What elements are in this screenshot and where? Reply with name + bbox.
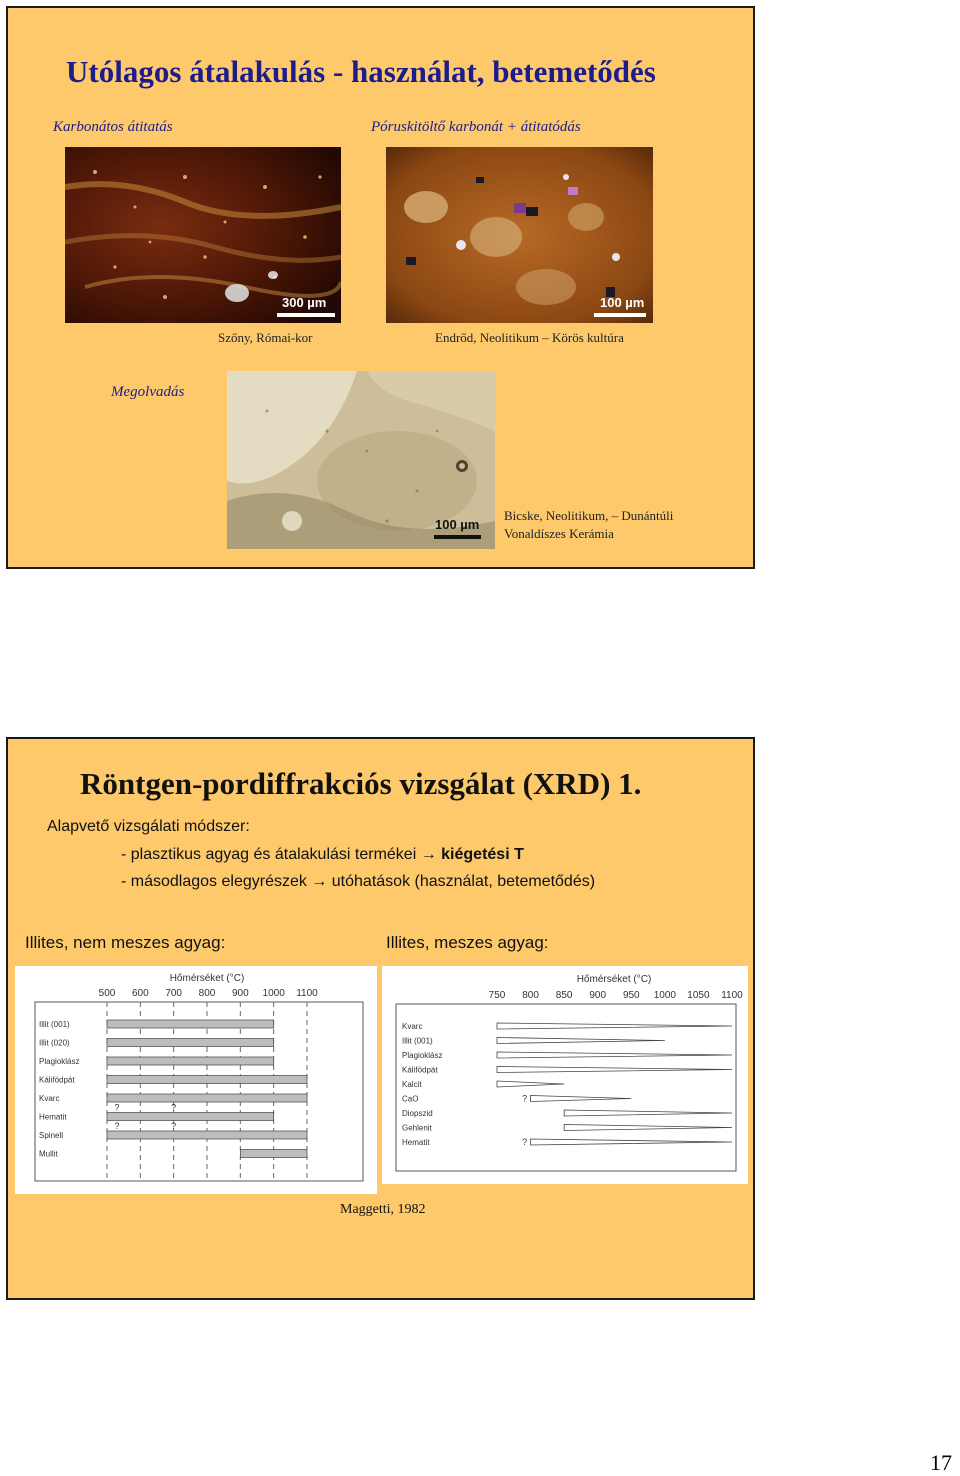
row-label: Plagioklász	[402, 1051, 443, 1060]
bullet-2-text: - másodlagos elegyrészek	[121, 873, 307, 890]
phase-wedge	[497, 1067, 732, 1073]
phase-bar	[240, 1150, 307, 1158]
scale-bar	[434, 535, 481, 539]
phase-wedge	[531, 1096, 632, 1102]
arrow-icon: →	[311, 873, 328, 890]
scale-label-100: 100 µm	[600, 295, 645, 310]
unknown-mark: ?	[114, 1102, 120, 1113]
phase-bar	[107, 1113, 274, 1121]
bullet-1-bold: kiégetési T	[441, 846, 524, 863]
row-label: Mullit	[39, 1149, 58, 1159]
scale-bar	[277, 313, 335, 317]
phase-wedge	[497, 1038, 665, 1044]
source-citation: Maggetti, 1982	[340, 1202, 426, 1217]
phase-wedge	[497, 1081, 564, 1087]
xrd-chart-calcareous	[382, 966, 748, 1184]
tick-label: 600	[131, 988, 149, 999]
unknown-mark: ?	[114, 1121, 120, 1131]
row-label: Hematit	[39, 1112, 67, 1122]
row-label: Diopszid	[402, 1109, 433, 1118]
slide-title: Utólagos átalakulás - használat, betemetődés	[66, 54, 656, 89]
tick-label: 1050	[687, 990, 710, 1001]
phase-wedge	[531, 1139, 732, 1145]
unknown-mark: ?	[522, 1093, 528, 1104]
row-label: Spinell	[39, 1131, 64, 1140]
row-label: Illit (001)	[402, 1036, 433, 1046]
intro-text: Alapvető vizsgálati módszer:	[47, 818, 250, 835]
slide-carbonate	[6, 6, 755, 569]
row-label: Kálifödpát	[402, 1065, 438, 1075]
slide-xrd	[6, 737, 755, 1300]
heading-non-calcareous: Illites, nem meszes agyag:	[25, 933, 226, 952]
heading-calcareous: Illites, meszes agyag:	[386, 933, 549, 952]
chart-title: Hőmérséket (°C)	[169, 973, 245, 984]
row-label: Hematit	[402, 1138, 430, 1147]
scale-label-100: 100 µm	[435, 517, 480, 532]
unknown-mark: ?	[171, 1102, 177, 1113]
phase-bar	[107, 1057, 274, 1065]
page-number: 17	[930, 1450, 952, 1475]
caption-endrod: Endrőd, Neolitikum – Körös kultúra	[435, 330, 624, 345]
chart-title: Hőmérséket (°C)	[576, 974, 652, 985]
arrow-icon: →	[420, 846, 437, 863]
bullet-2-rest: utóhatások (használat, betemetődés)	[331, 873, 596, 890]
tick-label: 900	[589, 990, 607, 1001]
caption-szony: Szőny, Római-kor	[218, 330, 313, 345]
row-label: Kvarc	[402, 1022, 423, 1031]
bullet-1-text: - plasztikus agyag és átalakulási termékei	[121, 846, 417, 863]
unknown-mark: ?	[171, 1121, 177, 1131]
scale-label-300: 300 µm	[282, 295, 327, 310]
caption-bicske-line2: Vonaldíszes Kerámia	[504, 526, 614, 541]
row-label: Illit (020)	[39, 1038, 70, 1048]
phase-bar	[107, 1020, 274, 1028]
xrd-chart-calcareous-svg	[382, 966, 748, 1184]
bullet-2	[121, 873, 595, 891]
tick-label: 1000	[653, 990, 676, 1001]
tick-label: 1100	[721, 990, 743, 1001]
label-melting: Megolvadás	[111, 384, 185, 400]
label-pore-filling-carbonate: Póruskitöltő karbonát + átitatódás	[371, 119, 581, 135]
xrd-chart-non-calcareous	[15, 966, 377, 1194]
tick-label: 1100	[296, 988, 318, 999]
micrograph-endrod	[386, 147, 653, 323]
micrograph-bicske	[227, 371, 495, 549]
tick-label: 750	[488, 990, 506, 1001]
tick-label: 800	[522, 990, 539, 1001]
row-label: Kvarc	[39, 1094, 60, 1103]
row-label: Kálifödpát	[39, 1075, 75, 1085]
xrd-chart-non-calcareous-svg	[15, 966, 377, 1194]
tick-label: 700	[165, 988, 183, 999]
caption-bicske-line1: Bicske, Neolitikum, – Dunántúli	[504, 508, 674, 523]
phase-bar	[107, 1076, 307, 1084]
row-label: Kalcit	[402, 1080, 422, 1089]
tick-label: 950	[622, 990, 640, 1001]
bullet-1	[121, 846, 524, 864]
chart-frame	[35, 1002, 363, 1181]
tick-label: 850	[555, 990, 573, 1001]
phase-bar	[107, 1039, 274, 1047]
tick-label: 800	[198, 988, 216, 999]
phase-wedge	[564, 1125, 732, 1131]
tick-label: 500	[98, 988, 116, 999]
scale-bar	[594, 313, 646, 317]
micrograph-szony	[65, 147, 341, 323]
tick-label: 900	[231, 988, 249, 999]
row-label: Gehlenit	[402, 1123, 432, 1133]
row-label: CaO	[402, 1094, 419, 1104]
slide-title: Röntgen-pordiffrakciós vizsgálat (XRD) 1.	[80, 766, 642, 801]
phase-wedge	[497, 1023, 732, 1029]
label-carbonate-impregnation: Karbonátos átitatás	[53, 119, 173, 135]
phase-bar	[107, 1094, 307, 1102]
tick-label: 1000	[262, 988, 285, 999]
chart-frame	[396, 1004, 736, 1171]
phase-wedge	[564, 1110, 732, 1116]
phase-wedge	[497, 1052, 732, 1058]
unknown-mark: ?	[522, 1137, 528, 1147]
phase-bar	[107, 1131, 307, 1139]
row-label: Plagioklász	[39, 1057, 80, 1066]
row-label: Illit (001)	[39, 1020, 70, 1029]
